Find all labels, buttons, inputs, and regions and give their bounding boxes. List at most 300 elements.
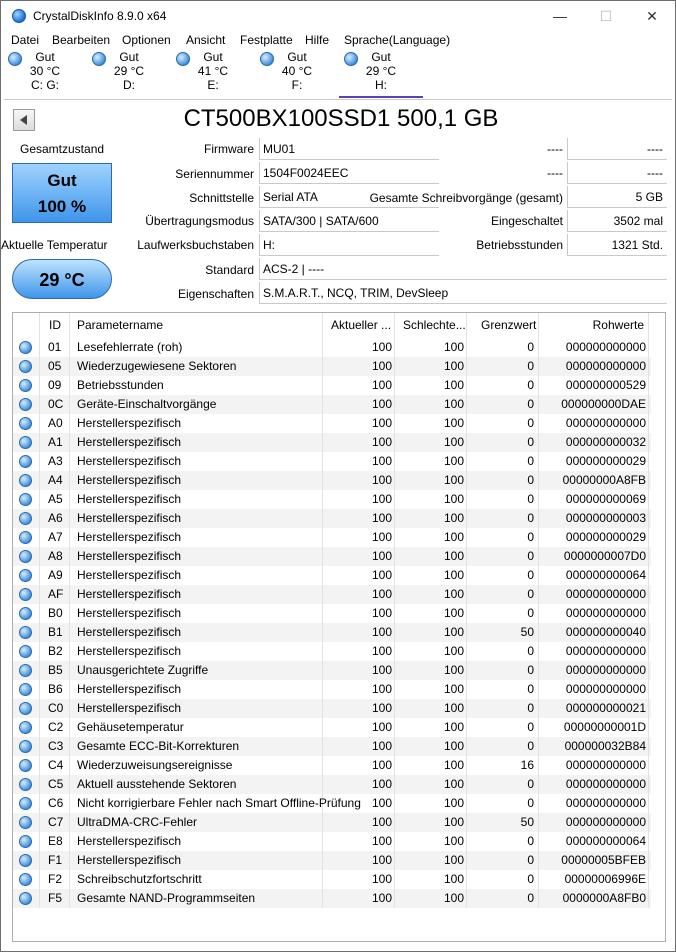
attribute-name: Gesamte ECC-Bit-Korrekturen xyxy=(70,737,323,756)
table-row[interactable] xyxy=(13,642,651,661)
worst-value: 100 xyxy=(395,433,467,452)
status-dot-icon xyxy=(19,493,32,506)
worst-value: 100 xyxy=(395,794,467,813)
attribute-id: B0 xyxy=(40,604,70,623)
status-dot-icon xyxy=(19,873,32,886)
table-row[interactable] xyxy=(13,357,651,376)
status-icon xyxy=(13,490,40,509)
status-dot-icon xyxy=(19,721,32,734)
attribute-id: F2 xyxy=(40,870,70,889)
attribute-id: A9 xyxy=(40,566,70,585)
current-value: 100 xyxy=(323,566,395,585)
drive-status-icon xyxy=(344,52,358,66)
attribute-name: Herstellerspezifisch xyxy=(70,490,323,509)
worst-value: 100 xyxy=(395,338,467,357)
status-dot-icon xyxy=(19,531,32,544)
raw-value: 000000000032 xyxy=(539,433,649,452)
status-icon xyxy=(13,471,40,490)
menu-ansicht[interactable]: Ansicht xyxy=(186,33,226,47)
drive-tab-d[interactable] xyxy=(87,50,171,98)
worst-value: 100 xyxy=(395,585,467,604)
attribute-id: 01 xyxy=(40,338,70,357)
threshold-value: 0 xyxy=(467,338,539,357)
status-dot-icon xyxy=(19,892,32,905)
table-row[interactable] xyxy=(13,737,651,756)
drive-temp: 29 °C xyxy=(113,64,145,78)
unknown2-label: ---- xyxy=(547,166,563,180)
drive-tab-c[interactable] xyxy=(3,50,87,98)
raw-value: 0000000007D0 xyxy=(539,547,649,566)
threshold-value: 0 xyxy=(467,528,539,547)
worst-value: 100 xyxy=(395,471,467,490)
status-icon xyxy=(13,414,40,433)
attribute-id: C0 xyxy=(40,699,70,718)
transfer-mode-label: Übertragungsmodus xyxy=(145,214,254,228)
threshold-value: 0 xyxy=(467,775,539,794)
attribute-id: A8 xyxy=(40,547,70,566)
raw-value: 000000000000 xyxy=(539,585,649,604)
attribute-name: Geräte-Einschaltvorgänge xyxy=(70,395,323,414)
worst-value: 100 xyxy=(395,623,467,642)
attribute-id: F1 xyxy=(40,851,70,870)
attribute-id: F5 xyxy=(40,889,70,908)
raw-value: 000000000000 xyxy=(539,642,649,661)
attribute-id: A0 xyxy=(40,414,70,433)
raw-value: 00000006996E xyxy=(539,870,649,889)
status-dot-icon xyxy=(19,683,32,696)
attribute-name: Herstellerspezifisch xyxy=(70,642,323,661)
attribute-name: Herstellerspezifisch xyxy=(70,471,323,490)
attribute-name: Lesefehlerrate (roh) xyxy=(70,338,323,357)
attribute-id: B6 xyxy=(40,680,70,699)
attribute-name: Herstellerspezifisch xyxy=(70,623,323,642)
raw-value: 0000000A8FB0 xyxy=(539,889,649,908)
threshold-value: 0 xyxy=(467,794,539,813)
table-row[interactable] xyxy=(13,623,651,642)
status-dot-icon xyxy=(19,854,32,867)
disk-model-title: CT500BX100SSD1 500,1 GB xyxy=(183,105,499,132)
raw-value: 000000000029 xyxy=(539,452,649,471)
host-writes-label: Gesamte Schreibvorgänge (gesamt) xyxy=(369,191,563,205)
status-dot-icon xyxy=(19,626,32,639)
current-value: 100 xyxy=(323,414,395,433)
current-value: 100 xyxy=(323,832,395,851)
worst-value: 100 xyxy=(395,452,467,471)
transfer-mode-value: SATA/300 | SATA/600 xyxy=(259,210,439,232)
status-dot-icon xyxy=(19,759,32,772)
attribute-name: Schreibschutzfortschritt xyxy=(70,870,323,889)
raw-value: 000000000000 xyxy=(539,775,649,794)
raw-value: 000000000DAE xyxy=(539,395,649,414)
threshold-value: 0 xyxy=(467,395,539,414)
attribute-id: B2 xyxy=(40,642,70,661)
worst-value: 100 xyxy=(395,528,467,547)
table-row[interactable] xyxy=(13,376,651,395)
health-percent: 100 % xyxy=(37,197,87,216)
drive-status: Gut xyxy=(119,50,139,64)
table-row[interactable] xyxy=(13,756,651,775)
serial-label: Seriennummer xyxy=(175,167,254,181)
attribute-id: 09 xyxy=(40,376,70,395)
attribute-id: C5 xyxy=(40,775,70,794)
health-status-text: Gut xyxy=(47,171,77,190)
attribute-name: Betriebsstunden xyxy=(70,376,323,395)
status-icon xyxy=(13,832,40,851)
current-value: 100 xyxy=(323,718,395,737)
drive-temp: 40 °C xyxy=(281,64,313,78)
raw-value: 000000000000 xyxy=(539,661,649,680)
previous-drive-button[interactable] xyxy=(13,109,35,131)
attribute-name: Wiederzugewiesene Sektoren xyxy=(70,357,323,376)
drive-letter: E: xyxy=(207,78,219,92)
attribute-id: A5 xyxy=(40,490,70,509)
raw-value: 000000000000 xyxy=(539,680,649,699)
status-icon xyxy=(13,528,40,547)
header-name[interactable]: Parametername xyxy=(70,313,323,338)
header-current[interactable]: Aktueller ... xyxy=(323,313,395,338)
worst-value: 100 xyxy=(395,813,467,832)
worst-value: 100 xyxy=(395,737,467,756)
firmware-value: MU01 xyxy=(259,138,439,160)
status-dot-icon xyxy=(19,645,32,658)
table-row[interactable] xyxy=(13,604,651,623)
current-value: 100 xyxy=(323,680,395,699)
status-dot-icon xyxy=(19,436,32,449)
drive-status-icon xyxy=(92,52,106,66)
worst-value: 100 xyxy=(395,699,467,718)
threshold-value: 0 xyxy=(467,509,539,528)
app-icon xyxy=(12,9,26,23)
current-value: 100 xyxy=(323,851,395,870)
attribute-id: AF xyxy=(40,585,70,604)
current-value: 100 xyxy=(323,338,395,357)
table-row[interactable] xyxy=(13,395,651,414)
attribute-name: Herstellerspezifisch xyxy=(70,528,323,547)
status-icon xyxy=(13,851,40,870)
drive-letters-label: Laufwerksbuchstaben xyxy=(137,238,254,252)
worst-value: 100 xyxy=(395,566,467,585)
threshold-value: 0 xyxy=(467,642,539,661)
current-value: 100 xyxy=(323,813,395,832)
raw-value: 000000032B84 xyxy=(539,737,649,756)
worst-value: 100 xyxy=(395,775,467,794)
table-row[interactable] xyxy=(13,889,651,908)
raw-value: 000000000029 xyxy=(539,528,649,547)
status-dot-icon xyxy=(19,607,32,620)
table-row[interactable] xyxy=(13,471,651,490)
threshold-value: 0 xyxy=(467,718,539,737)
attribute-name: Nicht korrigierbare Fehler nach Smart Offline-Prüfung xyxy=(70,794,323,813)
table-row[interactable] xyxy=(13,718,651,737)
menu-bearbeiten[interactable]: Bearbeiten xyxy=(52,33,111,47)
status-dot-icon xyxy=(19,379,32,392)
worst-value: 100 xyxy=(395,509,467,528)
temperature-button[interactable]: 29 °C xyxy=(12,259,112,299)
raw-value: 00000005BFEB xyxy=(539,851,649,870)
divider xyxy=(4,99,672,100)
status-icon xyxy=(13,376,40,395)
current-value: 100 xyxy=(323,794,395,813)
status-icon xyxy=(13,813,40,832)
worst-value: 100 xyxy=(395,490,467,509)
status-dot-icon xyxy=(19,398,32,411)
status-icon xyxy=(13,452,40,471)
health-status-button[interactable] xyxy=(12,163,112,223)
attribute-name: Herstellerspezifisch xyxy=(70,699,323,718)
attribute-name: Herstellerspezifisch xyxy=(70,433,323,452)
drive-bar xyxy=(1,50,675,98)
header-worst[interactable]: Schlechte... xyxy=(395,313,467,338)
status-dot-icon xyxy=(19,569,32,582)
menu-hilfe[interactable]: Hilfe xyxy=(305,33,330,47)
table-row[interactable] xyxy=(13,452,651,471)
table-row[interactable] xyxy=(13,794,651,813)
threshold-value: 0 xyxy=(467,433,539,452)
status-icon xyxy=(13,566,40,585)
power-on-hours-value: 1321 Std. xyxy=(567,234,667,256)
features-value: S.M.A.R.T., NCQ, TRIM, DevSleep xyxy=(259,282,667,304)
status-icon xyxy=(13,357,40,376)
current-value: 100 xyxy=(323,870,395,889)
worst-value: 100 xyxy=(395,547,467,566)
status-dot-icon xyxy=(19,417,32,430)
attribute-id: C7 xyxy=(40,813,70,832)
status-icon xyxy=(13,433,40,452)
current-value: 100 xyxy=(323,471,395,490)
threshold-value: 50 xyxy=(467,813,539,832)
status-icon xyxy=(13,870,40,889)
status-dot-icon xyxy=(19,778,32,791)
current-value: 100 xyxy=(323,661,395,680)
raw-value: 000000000000 xyxy=(539,357,649,376)
maximize-button[interactable]: ☐ xyxy=(599,8,613,24)
worst-value: 100 xyxy=(395,414,467,433)
header-threshold[interactable]: Grenzwert xyxy=(467,313,539,338)
status-icon xyxy=(13,737,40,756)
table-row[interactable] xyxy=(13,490,651,509)
status-dot-icon xyxy=(19,835,32,848)
current-value: 100 xyxy=(323,433,395,452)
close-button[interactable]: ✕ xyxy=(646,8,658,24)
attribute-id: 0C xyxy=(40,395,70,414)
power-on-count-label: Eingeschaltet xyxy=(490,214,563,228)
current-value: 100 xyxy=(323,699,395,718)
table-row[interactable] xyxy=(13,585,651,604)
status-icon xyxy=(13,509,40,528)
status-icon xyxy=(13,794,40,813)
raw-value: 000000000000 xyxy=(539,414,649,433)
status-dot-icon xyxy=(19,360,32,373)
status-icon xyxy=(13,395,40,414)
right-labels xyxy=(369,138,565,258)
threshold-value: 0 xyxy=(467,699,539,718)
table-row[interactable] xyxy=(13,870,651,889)
drive-temp: 30 °C xyxy=(29,64,61,78)
threshold-value: 0 xyxy=(467,832,539,851)
firmware-label: Firmware xyxy=(204,142,254,156)
status-icon xyxy=(13,604,40,623)
threshold-value: 0 xyxy=(467,870,539,889)
threshold-value: 0 xyxy=(467,452,539,471)
title-bar xyxy=(1,1,675,31)
drive-status-icon xyxy=(8,52,22,66)
threshold-value: 0 xyxy=(467,889,539,908)
status-icon xyxy=(13,718,40,737)
worst-value: 100 xyxy=(395,870,467,889)
drive-status: Gut xyxy=(287,50,307,64)
status-dot-icon xyxy=(19,341,32,354)
drive-temp: 41 °C xyxy=(197,64,229,78)
header-raw[interactable]: Rohwerte xyxy=(539,313,649,338)
interface-label: Schnittstelle xyxy=(189,191,254,205)
attribute-id: E8 xyxy=(40,832,70,851)
current-value: 100 xyxy=(323,642,395,661)
attribute-name: Gesamte NAND-Programmseiten xyxy=(70,889,323,908)
worst-value: 100 xyxy=(395,661,467,680)
drive-temp: 29 °C xyxy=(365,64,397,78)
threshold-value: 0 xyxy=(467,357,539,376)
smart-table[interactable] xyxy=(12,312,666,942)
status-dot-icon xyxy=(19,512,32,525)
table-row[interactable] xyxy=(13,528,651,547)
current-value: 100 xyxy=(323,357,395,376)
worst-value: 100 xyxy=(395,357,467,376)
raw-value: 000000000064 xyxy=(539,566,649,585)
status-dot-icon xyxy=(19,740,32,753)
table-row[interactable] xyxy=(13,433,651,452)
attribute-id: C2 xyxy=(40,718,70,737)
threshold-value: 16 xyxy=(467,756,539,775)
worst-value: 100 xyxy=(395,376,467,395)
current-value: 100 xyxy=(323,395,395,414)
attribute-name: Herstellerspezifisch xyxy=(70,414,323,433)
features-label: Eigenschaften xyxy=(177,287,254,301)
threshold-value: 0 xyxy=(467,585,539,604)
unknown2-value: ---- xyxy=(567,162,667,184)
attribute-name: Herstellerspezifisch xyxy=(70,604,323,623)
threshold-value: 0 xyxy=(467,566,539,585)
drive-letter: H: xyxy=(375,78,387,92)
current-value: 100 xyxy=(323,490,395,509)
table-row[interactable] xyxy=(13,699,651,718)
drive-letter: D: xyxy=(123,78,135,92)
attribute-id: C4 xyxy=(40,756,70,775)
attribute-id: A4 xyxy=(40,471,70,490)
raw-value: 000000000064 xyxy=(539,832,649,851)
status-dot-icon xyxy=(19,588,32,601)
status-dot-icon xyxy=(19,474,32,487)
drive-letter: F: xyxy=(291,78,303,92)
temperature-label: Aktuelle Temperatur xyxy=(1,238,108,252)
current-value: 100 xyxy=(323,585,395,604)
raw-value: 000000000000 xyxy=(539,794,649,813)
table-row[interactable] xyxy=(13,680,651,699)
current-value: 100 xyxy=(323,775,395,794)
current-value: 100 xyxy=(323,623,395,642)
table-row[interactable] xyxy=(13,851,651,870)
window-title: CrystalDiskInfo 8.9.0 x64 xyxy=(33,9,167,23)
threshold-value: 0 xyxy=(467,414,539,433)
attribute-name: Herstellerspezifisch xyxy=(70,680,323,699)
table-row[interactable] xyxy=(13,338,651,357)
drive-tab-e[interactable] xyxy=(171,50,255,98)
current-value: 100 xyxy=(323,376,395,395)
status-dot-icon xyxy=(19,702,32,715)
header-id[interactable]: ID xyxy=(40,313,70,338)
raw-value: 000000000000 xyxy=(539,756,649,775)
current-value: 100 xyxy=(323,737,395,756)
worst-value: 100 xyxy=(395,395,467,414)
standard-label: Standard xyxy=(205,263,254,277)
table-row[interactable] xyxy=(13,547,651,566)
menu-sprache[interactable]: Sprache(Language) xyxy=(344,33,451,47)
table-row[interactable] xyxy=(13,414,651,433)
attribute-id: C6 xyxy=(40,794,70,813)
raw-value: 000000000003 xyxy=(539,509,649,528)
status-icon xyxy=(13,756,40,775)
raw-value: 000000000069 xyxy=(539,490,649,509)
attribute-name: Herstellerspezifisch xyxy=(70,851,323,870)
header-status[interactable] xyxy=(13,313,40,338)
current-value: 100 xyxy=(323,889,395,908)
worst-value: 100 xyxy=(395,756,467,775)
menu-festplatte[interactable]: Festplatte xyxy=(240,33,293,47)
unknown1-value: ---- xyxy=(567,138,667,160)
attribute-name: Herstellerspezifisch xyxy=(70,509,323,528)
table-row[interactable] xyxy=(13,832,651,851)
attribute-name: Wiederzuweisungsereignisse xyxy=(70,756,323,775)
attribute-id: A1 xyxy=(40,433,70,452)
worst-value: 100 xyxy=(395,832,467,851)
serial-value: 1504F0024EEC xyxy=(259,162,439,184)
attribute-id: C3 xyxy=(40,737,70,756)
drive-letters-value: H: xyxy=(259,234,439,256)
current-value: 100 xyxy=(323,756,395,775)
health-label: Gesamtzustand xyxy=(20,142,105,156)
table-row[interactable] xyxy=(13,775,651,794)
host-writes-value: 5 GB xyxy=(567,186,667,208)
worst-value: 100 xyxy=(395,889,467,908)
status-icon xyxy=(13,642,40,661)
drive-status: Gut xyxy=(35,50,55,64)
drive-tab-f[interactable] xyxy=(255,50,339,98)
status-icon xyxy=(13,775,40,794)
status-icon xyxy=(13,338,40,357)
table-row[interactable] xyxy=(13,509,651,528)
drive-tab-h[interactable] xyxy=(339,50,423,98)
table-row[interactable] xyxy=(13,566,651,585)
raw-value: 00000000001D xyxy=(539,718,649,737)
current-value: 100 xyxy=(323,604,395,623)
table-row[interactable] xyxy=(13,813,651,832)
status-dot-icon xyxy=(19,664,32,677)
drive-status: Gut xyxy=(371,50,391,64)
menu-optionen[interactable]: Optionen xyxy=(122,33,171,47)
table-row[interactable] xyxy=(13,661,651,680)
unknown1-label: ---- xyxy=(547,142,563,156)
threshold-value: 0 xyxy=(467,471,539,490)
raw-value: 000000000040 xyxy=(539,623,649,642)
threshold-value: 0 xyxy=(467,661,539,680)
menu-datei[interactable]: Datei xyxy=(11,33,40,47)
current-value: 100 xyxy=(323,547,395,566)
raw-value: 000000000000 xyxy=(539,813,649,832)
attribute-id: A7 xyxy=(40,528,70,547)
table-header xyxy=(13,313,665,338)
minimize-button[interactable]: — xyxy=(553,8,567,24)
raw-value: 000000000529 xyxy=(539,376,649,395)
attribute-name: Herstellerspezifisch xyxy=(70,832,323,851)
